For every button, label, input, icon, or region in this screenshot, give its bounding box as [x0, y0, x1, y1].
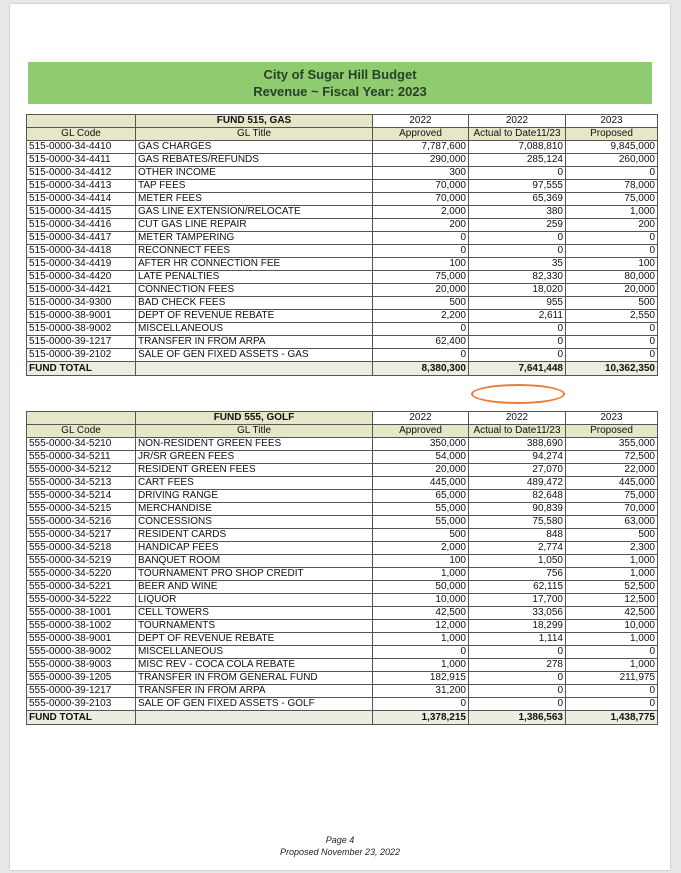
gl-code-cell: 515-0000-34-4411 — [27, 154, 136, 167]
proposed-cell: 0 — [566, 685, 658, 698]
actual-cell: 27,070 — [469, 464, 566, 477]
proposed-cell: 0 — [566, 349, 658, 362]
gl-code-cell: 555-0000-34-5213 — [27, 477, 136, 490]
gl-title-cell: RESIDENT CARDS — [136, 529, 373, 542]
actual-cell: 0 — [469, 646, 566, 659]
gl-title-cell: SALE OF GEN FIXED ASSETS - GAS — [136, 349, 373, 362]
approved-cell: 0 — [373, 323, 469, 336]
gl-title-cell: HANDICAP FEES — [136, 542, 373, 555]
proposed-cell: 75,000 — [566, 490, 658, 503]
table-row — [27, 245, 658, 258]
table-row — [27, 271, 658, 284]
gl-code-cell: 555-0000-34-5215 — [27, 503, 136, 516]
gl-code-header: GL Code — [27, 128, 136, 141]
fund-total-approved: 8,380,300 — [373, 362, 469, 376]
gl-title-cell: DEPT OF REVENUE REBATE — [136, 310, 373, 323]
fund-515-rows — [27, 141, 658, 362]
actual-cell: 62,115 — [469, 581, 566, 594]
approved-cell: 65,000 — [373, 490, 469, 503]
actual-year: 2022 — [469, 115, 566, 128]
gl-title-cell: RESIDENT GREEN FEES — [136, 464, 373, 477]
actual-cell: 1,114 — [469, 633, 566, 646]
table-row — [27, 141, 658, 154]
table-row — [27, 542, 658, 555]
approved-cell: 55,000 — [373, 503, 469, 516]
actual-cell: 0 — [469, 323, 566, 336]
approved-cell: 2,200 — [373, 310, 469, 323]
gl-code-cell: 555-0000-38-1002 — [27, 620, 136, 633]
actual-cell: 33,056 — [469, 607, 566, 620]
proposed-cell: 2,550 — [566, 310, 658, 323]
actual-cell: 848 — [469, 529, 566, 542]
table-row — [27, 633, 658, 646]
gl-code-cell: 515-0000-39-1217 — [27, 336, 136, 349]
gl-title-cell: RECONNECT FEES — [136, 245, 373, 258]
actual-cell: 18,020 — [469, 284, 566, 297]
header-blank — [27, 115, 136, 128]
actual-cell: 0 — [469, 336, 566, 349]
approved-cell: 0 — [373, 698, 469, 711]
proposed-cell: 500 — [566, 297, 658, 310]
actual-header: Actual to Date11/23 — [469, 425, 566, 438]
gl-code-cell: 515-0000-34-9300 — [27, 297, 136, 310]
proposed-cell: 1,000 — [566, 633, 658, 646]
table-row — [27, 206, 658, 219]
gl-code-cell: 555-0000-34-5221 — [27, 581, 136, 594]
gl-title-cell: BANQUET ROOM — [136, 555, 373, 568]
table-row — [27, 516, 658, 529]
proposed-cell: 75,000 — [566, 193, 658, 206]
table-row — [27, 503, 658, 516]
gl-code-cell: 555-0000-34-5217 — [27, 529, 136, 542]
footer-page-number: Page 4 — [325, 835, 355, 845]
header-row-labels — [27, 425, 658, 438]
proposed-cell: 22,000 — [566, 464, 658, 477]
fund-title: FUND 555, GOLF — [136, 412, 373, 425]
gl-code-cell: 555-0000-34-5218 — [27, 542, 136, 555]
gl-code-cell: 515-0000-34-4412 — [27, 167, 136, 180]
gl-code-cell: 515-0000-34-4417 — [27, 232, 136, 245]
table-row — [27, 464, 658, 477]
proposed-cell: 0 — [566, 323, 658, 336]
actual-cell: 65,369 — [469, 193, 566, 206]
fund-total-proposed: 1,438,775 — [566, 711, 658, 725]
approved-cell: 0 — [373, 245, 469, 258]
proposed-cell: 63,000 — [566, 516, 658, 529]
gl-title-cell: TOURNAMENTS — [136, 620, 373, 633]
proposed-cell: 0 — [566, 698, 658, 711]
approved-cell: 31,200 — [373, 685, 469, 698]
approved-cell: 55,000 — [373, 516, 469, 529]
gl-code-cell: 515-0000-34-4413 — [27, 180, 136, 193]
proposed-cell: 200 — [566, 219, 658, 232]
actual-cell: 82,330 — [469, 271, 566, 284]
approved-cell: 70,000 — [373, 193, 469, 206]
table-row — [27, 451, 658, 464]
actual-cell: 0 — [469, 698, 566, 711]
proposed-cell: 100 — [566, 258, 658, 271]
gl-code-cell: 555-0000-38-1001 — [27, 607, 136, 620]
approved-cell: 70,000 — [373, 180, 469, 193]
actual-cell: 17,700 — [469, 594, 566, 607]
approved-cell: 100 — [373, 555, 469, 568]
gl-title-cell: JR/SR GREEN FEES — [136, 451, 373, 464]
table-row — [27, 180, 658, 193]
gl-code-cell: 515-0000-38-9002 — [27, 323, 136, 336]
gl-code-cell: 555-0000-39-2103 — [27, 698, 136, 711]
fund-555-table — [26, 411, 658, 725]
approved-cell: 0 — [373, 349, 469, 362]
table-row — [27, 568, 658, 581]
table-row — [27, 581, 658, 594]
gl-code-cell: 515-0000-34-4419 — [27, 258, 136, 271]
table-row — [27, 555, 658, 568]
gl-title-cell: GAS CHARGES — [136, 141, 373, 154]
gl-title-cell: CONCESSIONS — [136, 516, 373, 529]
gl-code-cell: 555-0000-34-5219 — [27, 555, 136, 568]
gl-title-cell: MISC REV - COCA COLA REBATE — [136, 659, 373, 672]
proposed-cell: 42,500 — [566, 607, 658, 620]
actual-cell: 955 — [469, 297, 566, 310]
actual-cell: 1,050 — [469, 555, 566, 568]
gl-title-cell: SALE OF GEN FIXED ASSETS - GOLF — [136, 698, 373, 711]
gl-title-cell: TOURNAMENT PRO SHOP CREDIT — [136, 568, 373, 581]
fund-total-actual: 7,641,448 — [469, 362, 566, 376]
approved-cell: 1,000 — [373, 568, 469, 581]
actual-cell: 380 — [469, 206, 566, 219]
header-blank — [27, 412, 136, 425]
proposed-cell: 1,000 — [566, 568, 658, 581]
gl-title-cell: BAD CHECK FEES — [136, 297, 373, 310]
header-row-years — [27, 412, 658, 425]
fund-total-approved: 1,378,215 — [373, 711, 469, 725]
approved-year: 2022 — [373, 115, 469, 128]
approved-cell: 0 — [373, 646, 469, 659]
actual-cell: 756 — [469, 568, 566, 581]
proposed-cell: 500 — [566, 529, 658, 542]
proposed-cell: 78,000 — [566, 180, 658, 193]
approved-cell: 7,787,600 — [373, 141, 469, 154]
fund-title: FUND 515, GAS — [136, 115, 373, 128]
proposed-cell: 52,500 — [566, 581, 658, 594]
approved-cell: 300 — [373, 167, 469, 180]
actual-cell: 388,690 — [469, 438, 566, 451]
proposed-cell: 1,000 — [566, 206, 658, 219]
gl-code-cell: 515-0000-34-4415 — [27, 206, 136, 219]
actual-cell: 489,472 — [469, 477, 566, 490]
actual-cell: 0 — [469, 232, 566, 245]
gl-title-cell: AFTER HR CONNECTION FEE — [136, 258, 373, 271]
table-row — [27, 529, 658, 542]
gl-title-cell: METER FEES — [136, 193, 373, 206]
proposed-cell: 445,000 — [566, 477, 658, 490]
actual-cell: 0 — [469, 672, 566, 685]
approved-cell: 62,400 — [373, 336, 469, 349]
approved-cell: 200 — [373, 219, 469, 232]
table-row — [27, 659, 658, 672]
banner-title: City of Sugar Hill Budget — [263, 67, 417, 82]
proposed-header: Proposed — [566, 425, 658, 438]
highlight-circle — [471, 384, 565, 404]
approved-cell: 2,000 — [373, 542, 469, 555]
approved-cell: 2,000 — [373, 206, 469, 219]
table-row — [27, 284, 658, 297]
approved-cell: 445,000 — [373, 477, 469, 490]
gl-title-cell: OTHER INCOME — [136, 167, 373, 180]
approved-cell: 75,000 — [373, 271, 469, 284]
approved-cell: 54,000 — [373, 451, 469, 464]
fund-total-row — [27, 711, 658, 725]
approved-header: Approved — [373, 128, 469, 141]
fund-555-rows — [27, 438, 658, 711]
gl-code-header: GL Code — [27, 425, 136, 438]
gl-title-cell: LATE PENALTIES — [136, 271, 373, 284]
table-row — [27, 685, 658, 698]
gl-code-cell: 515-0000-34-4414 — [27, 193, 136, 206]
actual-cell: 82,648 — [469, 490, 566, 503]
gl-code-cell: 515-0000-39-2102 — [27, 349, 136, 362]
gl-title-header: GL Title — [136, 128, 373, 141]
table-row — [27, 232, 658, 245]
gl-title-cell: BEER AND WINE — [136, 581, 373, 594]
fund-total-actual: 1,386,563 — [469, 711, 566, 725]
gl-title-cell: DEPT OF REVENUE REBATE — [136, 633, 373, 646]
approved-cell: 350,000 — [373, 438, 469, 451]
proposed-cell: 80,000 — [566, 271, 658, 284]
fund-total-spacer — [136, 711, 373, 725]
header-row-years — [27, 115, 658, 128]
proposed-cell: 20,000 — [566, 284, 658, 297]
gl-title-cell: TRANSFER IN FROM ARPA — [136, 336, 373, 349]
gl-title-cell: LIQUOR — [136, 594, 373, 607]
table-row — [27, 310, 658, 323]
approved-cell: 20,000 — [373, 284, 469, 297]
proposed-cell: 70,000 — [566, 503, 658, 516]
footer-proposed-date: Proposed November 23, 2022 — [279, 847, 401, 857]
gl-title-cell: TRANSFER IN FROM ARPA — [136, 685, 373, 698]
approved-cell: 290,000 — [373, 154, 469, 167]
proposed-cell: 12,500 — [566, 594, 658, 607]
gl-code-cell: 555-0000-39-1217 — [27, 685, 136, 698]
budget-banner — [28, 62, 652, 104]
approved-header: Approved — [373, 425, 469, 438]
proposed-cell: 2,300 — [566, 542, 658, 555]
actual-cell: 18,299 — [469, 620, 566, 633]
approved-cell: 1,000 — [373, 633, 469, 646]
actual-cell: 90,839 — [469, 503, 566, 516]
table-row — [27, 620, 658, 633]
approved-cell: 42,500 — [373, 607, 469, 620]
table-row — [27, 607, 658, 620]
fund-total-label: FUND TOTAL — [27, 362, 136, 376]
approved-year: 2022 — [373, 412, 469, 425]
gl-title-cell: CELL TOWERS — [136, 607, 373, 620]
gl-code-cell: 515-0000-34-4416 — [27, 219, 136, 232]
proposed-cell: 1,000 — [566, 555, 658, 568]
gl-title-cell: GAS LINE EXTENSION/RELOCATE — [136, 206, 373, 219]
proposed-cell: 72,500 — [566, 451, 658, 464]
table-row — [27, 477, 658, 490]
table-row — [27, 297, 658, 310]
actual-cell: 2,611 — [469, 310, 566, 323]
table-row — [27, 698, 658, 711]
fund-total-spacer — [136, 362, 373, 376]
actual-cell: 0 — [469, 685, 566, 698]
gl-title-cell: CONNECTION FEES — [136, 284, 373, 297]
gl-code-cell: 555-0000-38-9003 — [27, 659, 136, 672]
gl-code-cell: 555-0000-34-5220 — [27, 568, 136, 581]
gl-code-cell: 515-0000-34-4420 — [27, 271, 136, 284]
table-row — [27, 193, 658, 206]
gl-title-cell: DRIVING RANGE — [136, 490, 373, 503]
banner-subtitle: Revenue ~ Fiscal Year: 2023 — [253, 84, 427, 99]
gl-code-cell: 555-0000-34-5214 — [27, 490, 136, 503]
table-row — [27, 258, 658, 271]
table-row — [27, 438, 658, 451]
approved-cell: 500 — [373, 529, 469, 542]
fund-total-row — [27, 362, 658, 376]
proposed-year: 2023 — [566, 412, 658, 425]
actual-cell: 278 — [469, 659, 566, 672]
proposed-cell: 0 — [566, 232, 658, 245]
proposed-cell: 0 — [566, 167, 658, 180]
gl-code-cell: 555-0000-34-5211 — [27, 451, 136, 464]
gl-title-cell: TAP FEES — [136, 180, 373, 193]
gl-code-cell: 515-0000-34-4410 — [27, 141, 136, 154]
actual-cell: 0 — [469, 245, 566, 258]
table-row — [27, 672, 658, 685]
gl-title-cell: NON-RESIDENT GREEN FEES — [136, 438, 373, 451]
approved-cell: 1,000 — [373, 659, 469, 672]
gl-code-cell: 515-0000-34-4418 — [27, 245, 136, 258]
gl-code-cell: 515-0000-34-4421 — [27, 284, 136, 297]
table-row — [27, 323, 658, 336]
approved-cell: 50,000 — [373, 581, 469, 594]
actual-cell: 7,088,810 — [469, 141, 566, 154]
fund-515-table — [26, 114, 658, 376]
actual-cell: 0 — [469, 349, 566, 362]
table-row — [27, 167, 658, 180]
proposed-cell: 0 — [566, 245, 658, 258]
approved-cell: 182,915 — [373, 672, 469, 685]
proposed-cell: 1,000 — [566, 659, 658, 672]
gl-title-cell: MISCELLANEOUS — [136, 646, 373, 659]
document-page — [10, 4, 670, 870]
approved-cell: 20,000 — [373, 464, 469, 477]
actual-cell: 97,555 — [469, 180, 566, 193]
table-row — [27, 219, 658, 232]
gl-code-cell: 555-0000-34-5222 — [27, 594, 136, 607]
gl-code-cell: 555-0000-34-5210 — [27, 438, 136, 451]
gl-code-cell: 555-0000-34-5216 — [27, 516, 136, 529]
proposed-cell: 0 — [566, 336, 658, 349]
table-row — [27, 490, 658, 503]
gl-title-cell: CUT GAS LINE REPAIR — [136, 219, 373, 232]
table-row — [27, 154, 658, 167]
fund-total-proposed: 10,362,350 — [566, 362, 658, 376]
gl-code-cell: 555-0000-38-9002 — [27, 646, 136, 659]
gl-title-cell: CART FEES — [136, 477, 373, 490]
gl-code-cell: 555-0000-38-9001 — [27, 633, 136, 646]
proposed-cell: 9,845,000 — [566, 141, 658, 154]
table-row — [27, 349, 658, 362]
proposed-cell: 0 — [566, 646, 658, 659]
actual-year: 2022 — [469, 412, 566, 425]
gl-code-cell: 515-0000-38-9001 — [27, 310, 136, 323]
proposed-year: 2023 — [566, 115, 658, 128]
actual-cell: 35 — [469, 258, 566, 271]
proposed-cell: 10,000 — [566, 620, 658, 633]
actual-cell: 285,124 — [469, 154, 566, 167]
fund-total-label: FUND TOTAL — [27, 711, 136, 725]
approved-cell: 10,000 — [373, 594, 469, 607]
proposed-cell: 260,000 — [566, 154, 658, 167]
proposed-header: Proposed — [566, 128, 658, 141]
actual-cell: 2,774 — [469, 542, 566, 555]
table-row — [27, 336, 658, 349]
gl-code-cell: 555-0000-34-5212 — [27, 464, 136, 477]
actual-header: Actual to Date11/23 — [469, 128, 566, 141]
header-row-labels — [27, 128, 658, 141]
gl-title-cell: MISCELLANEOUS — [136, 323, 373, 336]
approved-cell: 100 — [373, 258, 469, 271]
actual-cell: 94,274 — [469, 451, 566, 464]
gl-code-cell: 555-0000-39-1205 — [27, 672, 136, 685]
proposed-cell: 355,000 — [566, 438, 658, 451]
approved-cell: 12,000 — [373, 620, 469, 633]
gl-title-cell: TRANSFER IN FROM GENERAL FUND — [136, 672, 373, 685]
gl-title-cell: METER TAMPERING — [136, 232, 373, 245]
gl-title-cell: GAS REBATES/REFUNDS — [136, 154, 373, 167]
table-row — [27, 646, 658, 659]
approved-cell: 0 — [373, 232, 469, 245]
actual-cell: 259 — [469, 219, 566, 232]
table-row — [27, 594, 658, 607]
gl-title-cell: MERCHANDISE — [136, 503, 373, 516]
approved-cell: 500 — [373, 297, 469, 310]
actual-cell: 0 — [469, 167, 566, 180]
gl-title-header: GL Title — [136, 425, 373, 438]
proposed-cell: 211,975 — [566, 672, 658, 685]
actual-cell: 75,580 — [469, 516, 566, 529]
